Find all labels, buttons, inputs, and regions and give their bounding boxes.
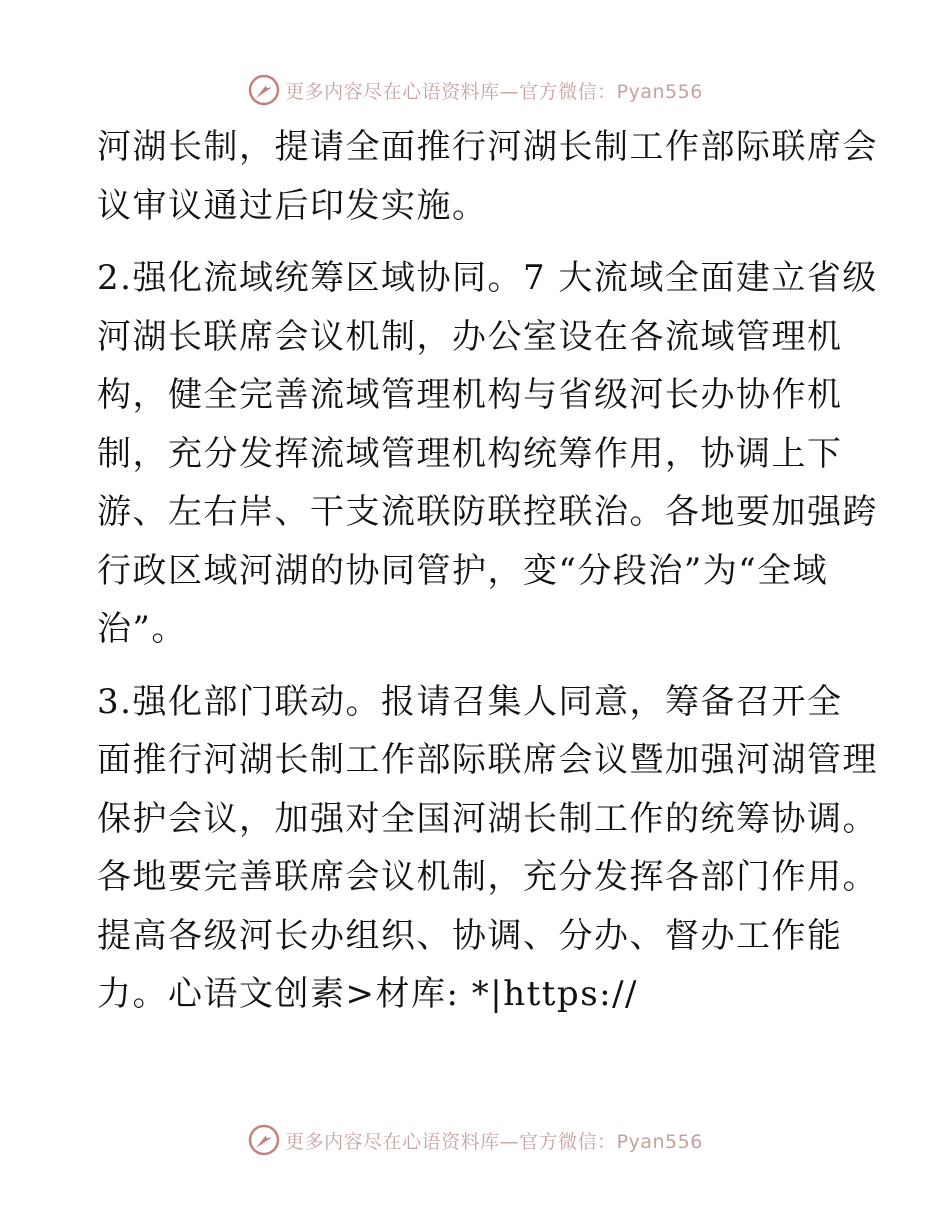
text-line: 河湖长联席会议机制，办公室设在各流域管理机 [97,316,843,357]
text-line: 构，健全完善流域管理机构与省级河长办协作机 [97,375,843,415]
header-banner-text: 更多内容尽在心语资料库—官方微信：Pyan556 [285,80,703,103]
text-line: 提高各级河长办组织、协调、分办、督办工作能 [97,915,843,956]
header-banner [0,70,950,110]
pen-nib-circle-icon [247,1123,281,1157]
text-line: 游、左右岸、干支流联防联控联治。各地要加强跨 [97,492,878,532]
footer-banner-text: 更多内容尽在心语资料库—官方微信：Pyan556 [285,1130,703,1153]
pen-nib-circle-icon [247,73,281,107]
text-line: 面推行河湖长制工作部际联席会议暨加强河湖管理 [97,740,878,780]
text-line: 3.强化部门联动。报请召集人同意，筹备召开全 [97,681,843,722]
text-line: 力。心语文创素>材库: *|https:// [97,974,639,1014]
text-line: 各地要完善联席会议机制，充分发挥各部门作用。 [97,857,878,897]
paragraph-1 [97,118,878,235]
text-line: 议审议通过后印发实施。 [97,185,488,226]
paragraph-3 [97,673,878,1024]
text-line: 行政区域河湖的协同管护，变“分段治”为“全域 [97,550,829,591]
text-line: 河湖长制，提请全面推行河湖长制工作部际联席会 [97,127,878,167]
document-body [97,118,878,1024]
text-line: 2.强化流域统筹区域协同。7 大流域全面建立省级 [97,258,878,298]
paragraph-2 [97,249,878,659]
text-line: 保护会议，加强对全国河湖长制工作的统筹协调。 [97,798,878,839]
text-line: 治”。 [97,609,187,649]
text-line: 制，充分发挥流域管理机构统筹作用，协调上下 [97,433,843,474]
footer-banner [0,1120,950,1160]
